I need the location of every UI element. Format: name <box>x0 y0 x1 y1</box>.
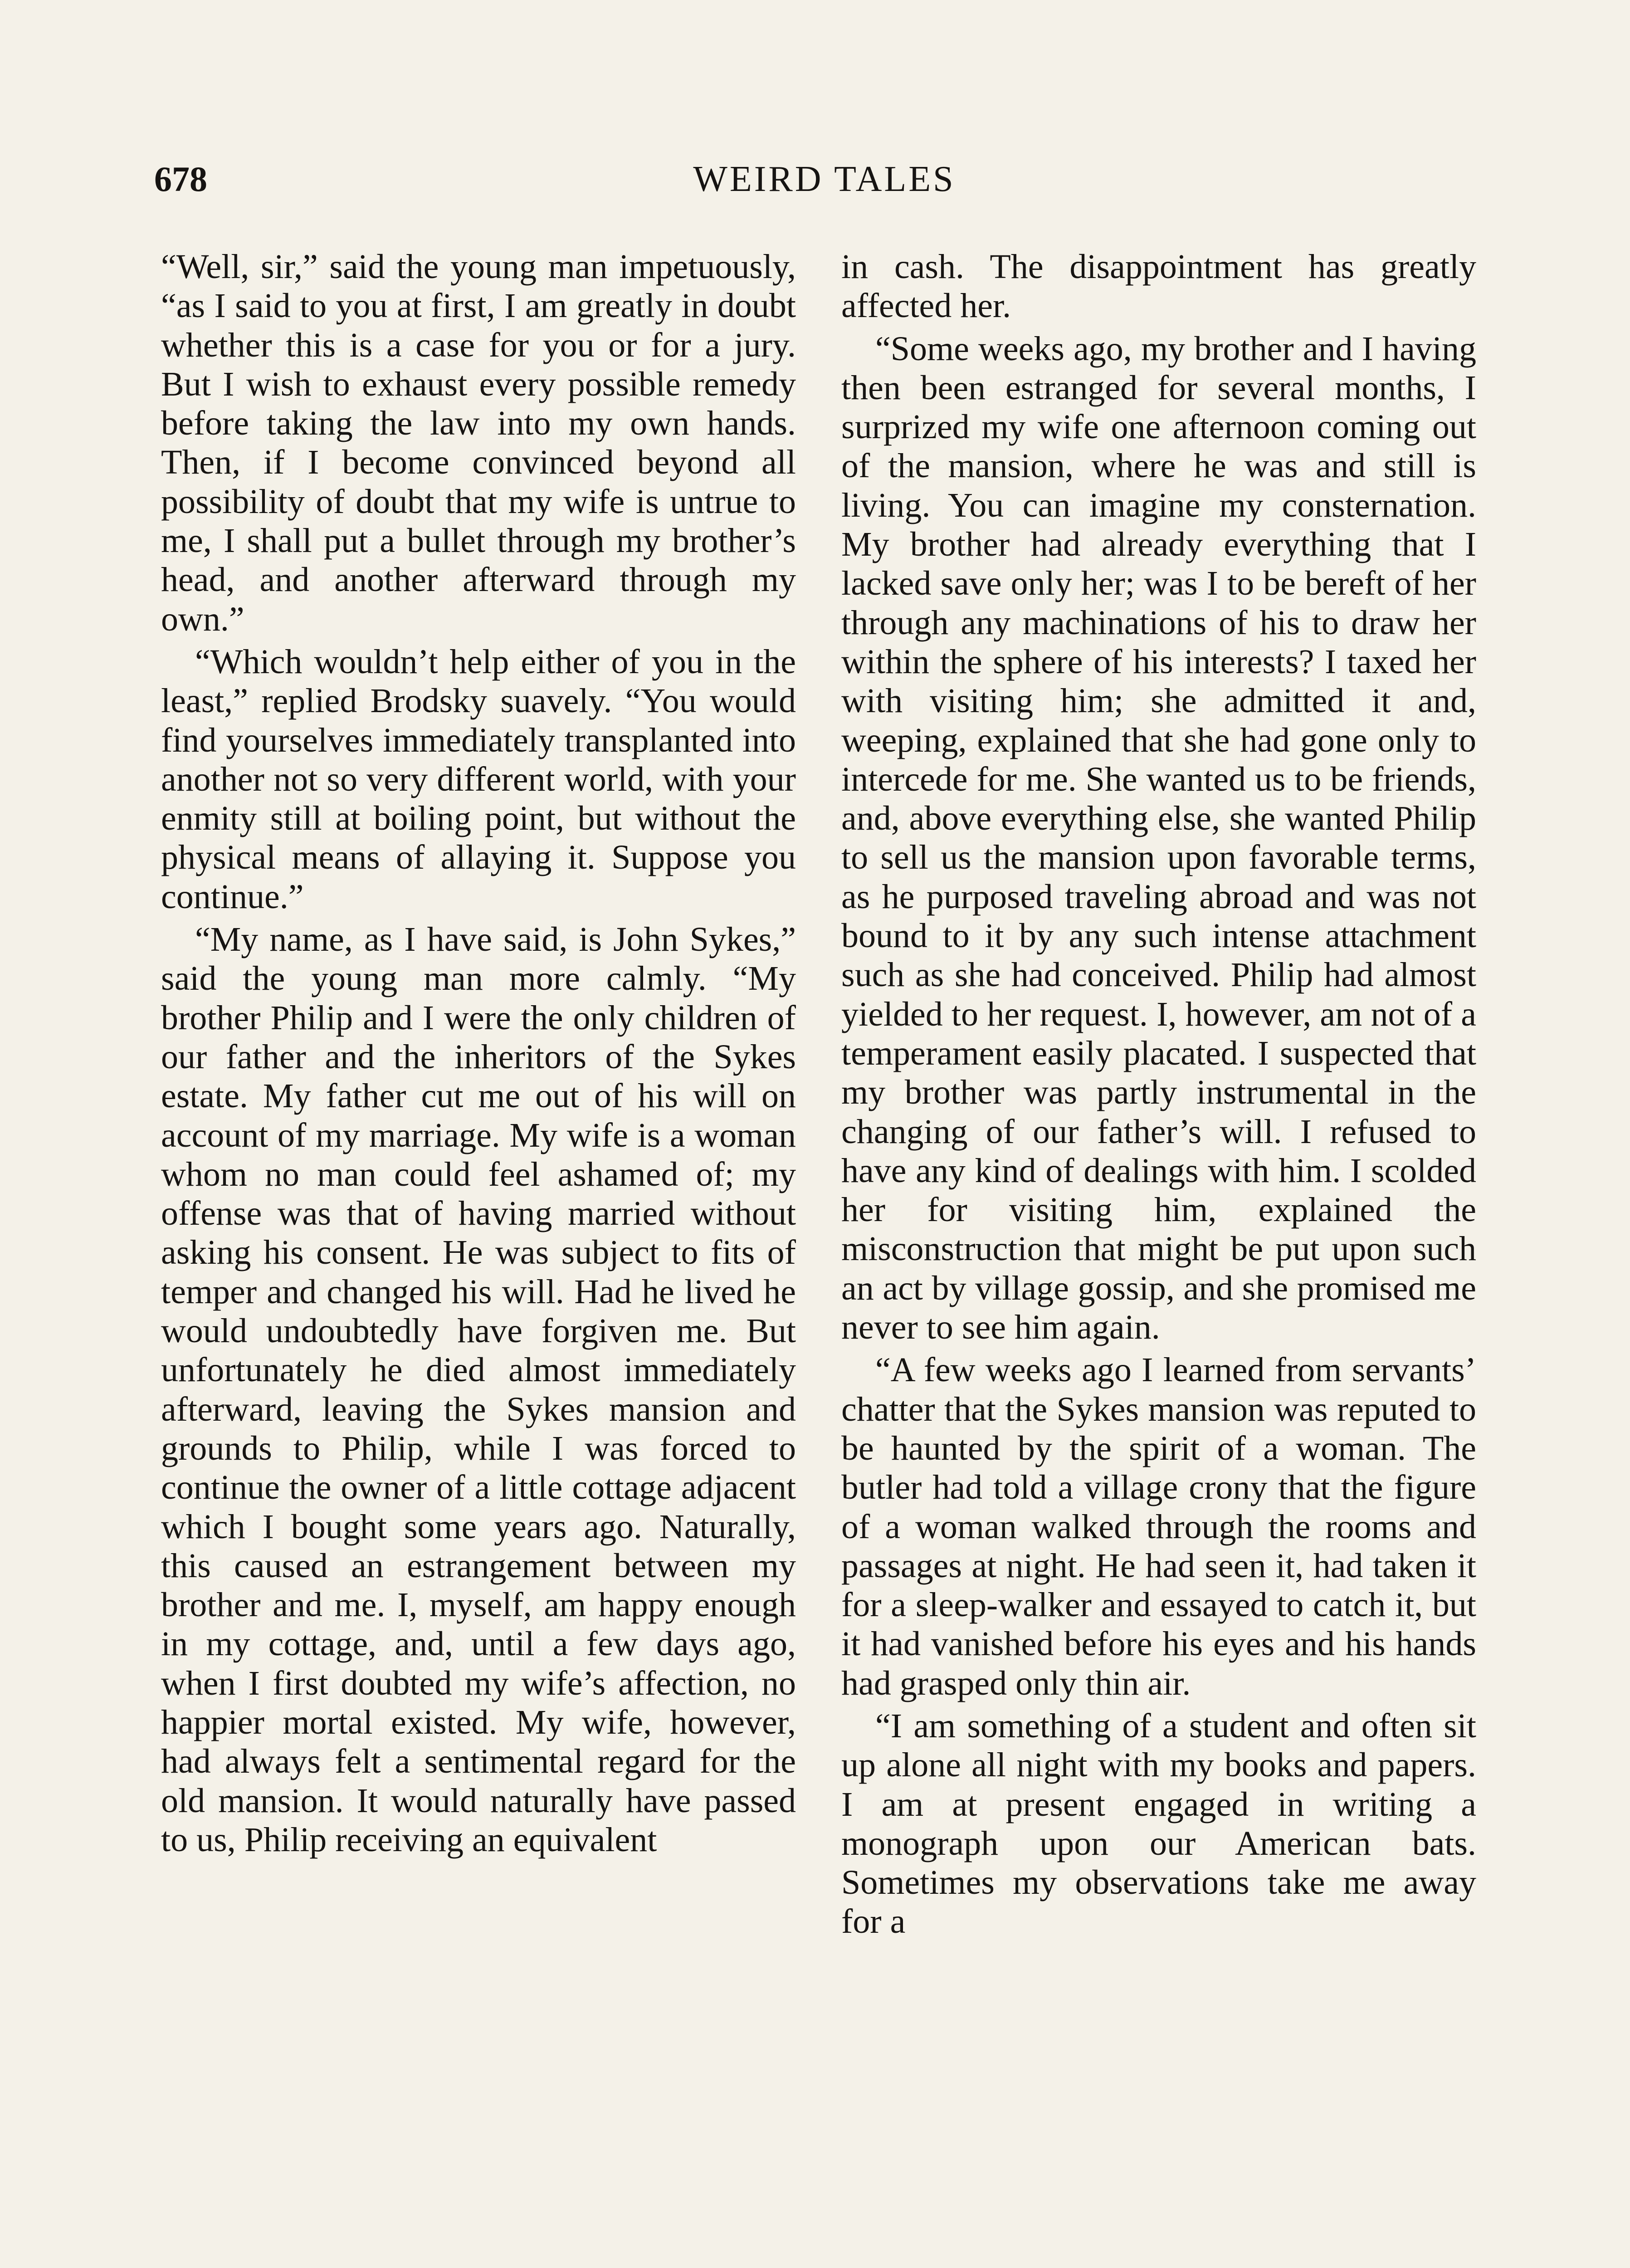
paragraph: “Some weeks ago, my brother and I having then been estranged for several months, I surprized my wife one afternoon coming out of the mansion, where he was and still is living. You can imagine my consternation. My brother had already everything that I lacked save only her; was I to be bereft of her through any machinations of his to draw her within the sphere of his interests? I taxed her with visiting him; she admitted it and, weeping, explained that she had gone only to intercede for me. She wanted us to be friends, and, above everything else, she wanted Philip to sell us the mansion upon favorable terms, as he purposed traveling abroad and was not bound to it by any such intense attachment such as she had conceived. Philip had almost yielded to her request. I, however, am not of a temperament easily placated. I suspected that my brother was partly instrumental in the changing of our father’s will. I refused to have any kind of dealings with him. I scolded her for visiting him, explained the misconstruction that might be put upon such an act by village gossip, and she promised me never to see him again. <box>841 329 1476 1347</box>
page-number: 678 <box>154 159 207 199</box>
paragraph: “Which wouldn’t help either of you in the least,” replied Brodsky suavely. “You would find yourselves immediately transplanted into another not so very different world, with your enmity still at boiling point, but without the physical means of allaying it. Suppose you continue.” <box>161 642 796 916</box>
right-column <box>841 247 1476 1945</box>
paragraph: “My name, as I have said, is John Sykes,” said the young man more calmly. “My brother Philip and I were the only children of our father and the inheritors of the Sykes estate. My father cut me out of his will on account of my marriage. My wife is a woman whom no man could feel ashamed of; my offense was that of having married without asking his consent. He was subject to fits of temper and changed his will. Had he lived he would undoubtedly have forgiven me. But unfortunately he died almost immediately afterward, leaving the Sykes mansion and grounds to Philip, while I was forced to continue the owner of a little cottage adjacent which I bought some years ago. Naturally, this caused an estrangement between my brother and me. I, myself, am happy enough in my cottage, and, until a few days ago, when I first doubted my wife’s affection, no happier mortal existed. My wife, however, had always felt a sentimental regard for the old mansion. It would naturally have passed to us, Philip receiving an equivalent <box>161 920 796 1859</box>
paragraph: “I am something of a student and often sit up alone all night with my books and papers. I am at present engaged in writing a monograph upon our American bats. Sometimes my observations take me away for a <box>841 1706 1476 1941</box>
magazine-title: WEIRD TALES <box>693 159 956 199</box>
paragraph: in cash. The disappointment has greatly affected her. <box>841 248 1476 325</box>
paragraph: “A few weeks ago I learned from servants’ chatter that the Sykes mansion was reputed to be haunted by the spirit of a woman. The butler had told a village crony that the figure of a woman walked through the rooms and passages at night. He had seen it, had taken it for a sleep-walker and essayed to catch it, but it had vanished before his eyes and his hands had grasped only thin air. <box>841 1351 1476 1702</box>
paragraph: “Well, sir,” said the young man impetuously, “as I said to you at first, I am greatly in doubt whether this is a case for you or for a jury. But I wish to exhaust every possible remedy before taking the law into my own hands. Then, if I become convinced beyond all possibility of doubt that my wife is untrue to me, I shall put a bullet through my brother’s head, and another afterward through my own.” <box>161 248 796 638</box>
running-head <box>154 154 1494 204</box>
left-column <box>161 247 796 1863</box>
